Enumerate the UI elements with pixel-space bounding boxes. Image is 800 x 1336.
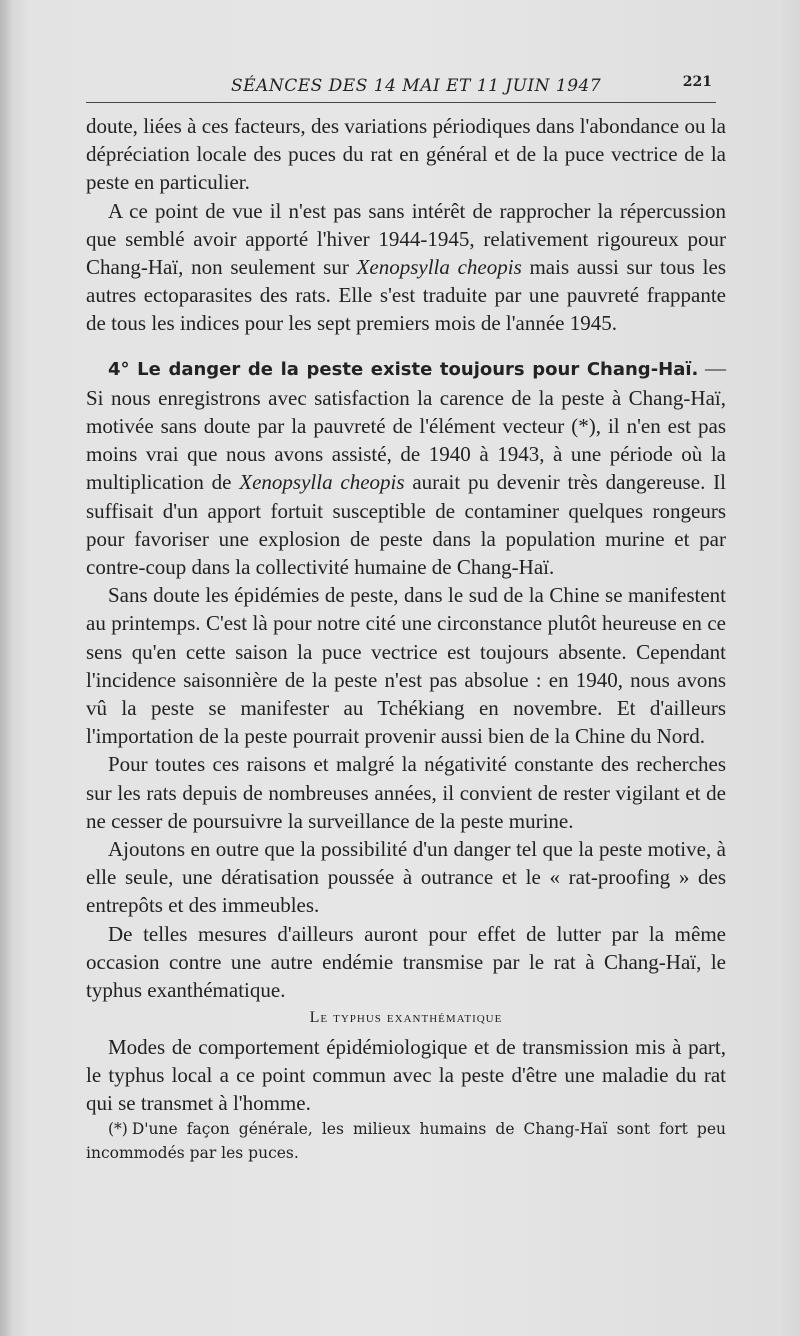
page-header (86, 70, 712, 100)
paragraph-5: Pour toutes ces raisons et malgré la négativité constante des recherches sur les rats depuis de nombreuses années, il convient de rester vigilant et de ne cesser de poursuivre la surveillance de la peste murine. (86, 752, 726, 833)
running-title: SÉANCES DES 14 MAI ET 11 JUIN 1947 (231, 76, 602, 96)
paragraph-3-text-b: aurait pu devenir très dangereuse. Il suffisait d'un apport fortuit susceptible de contaminer quelques rongeurs pour favoriser une explosion de peste dans la population murine et par contre-coup dans la collectivité humaine de Chang-Haï. (86, 470, 727, 580)
header-rule (86, 102, 716, 103)
binding-shadow (0, 0, 12, 1336)
species-name-2: Xenopsylla cheopis (239, 470, 405, 495)
footnote-marker: (*) (108, 1120, 128, 1139)
paragraph-3-text-a: — Si nous enregistrons avec satisfaction la carence de la peste à Chang-Haï, motivée sans doute par la pauvreté de l'élément vecteur (*), il n'en est pas moins vrai que nous avons assisté, de 1940 à 1943, à une période où la multiplication de (86, 355, 726, 495)
paragraph-2 (86, 197, 726, 338)
footnote-text: D'une façon générale, les milieux humains de Chang-Haï sont fort peu incommodés par les puces. (86, 1120, 726, 1163)
species-name: Xenopsylla cheopis (356, 255, 522, 280)
paragraph-2-text-b: mais aussi sur tous les autres ectoparasites des rats. Elle s'est traduite par une pauvreté frappante de tous les indices pour les sept premiers mois de l'année 1945. (86, 255, 726, 336)
page-number: 221 (682, 74, 712, 90)
body-text (86, 112, 726, 1165)
section-title: Le typhus exanthématique (309, 1009, 503, 1027)
paragraph-2-text-a: A ce point de vue il n'est pas sans intérêt de rapprocher la répercussion que semblé avoir apporté l'hiver 1944-1945, relativement rigoureux pour Chang-Haï, non seulement sur (86, 198, 726, 280)
paragraph-8: Modes de comportement épidémiologique et de transmission mis à part, le typhus local a ce point commun avec la peste d'être une maladie du rat qui se transmet à l'homme. (86, 1034, 726, 1115)
paragraph-4: Sans doute les épidémies de peste, dans le sud de la Chine se manifestent au printemps. C'est là pour notre cité une circonstance plutôt heureuse en ce sens qu'en cette saison la puce vectrice est toujours absente. Cependant l'incidence saisonnière de la peste n'est pas absolue : en 1940, nous avons vû la peste se manifester au Tchékiang en novembre. Et d'ailleurs l'importation de la peste pourrait provenir aussi bien de la Chine du Nord. (86, 583, 726, 749)
paragraph-6: Ajoutons en outre que la possibilité d'un danger tel que la peste motive, à elle seule, une dératisation poussée à outrance et le « rat-proofing » des entrepôts et des immeubles. (86, 837, 726, 918)
paragraph-1: doute, liées à ces facteurs, des variations périodiques dans l'abondance ou la dépréciation locale des puces du rat en général et de la puce vectrice de la peste en particulier. (86, 114, 726, 195)
footnote (86, 1117, 726, 1165)
paragraph-7: De telles mesures d'ailleurs auront pour effet de lutter par la même occasion contre une autre endémie transmise par le rat à Chang-Haï, le typhus exanthématique. (86, 921, 726, 1003)
section-4-heading: 4° Le danger de la peste existe toujours pour Chang-Haï. (108, 358, 699, 380)
paragraph-3 (86, 354, 726, 582)
